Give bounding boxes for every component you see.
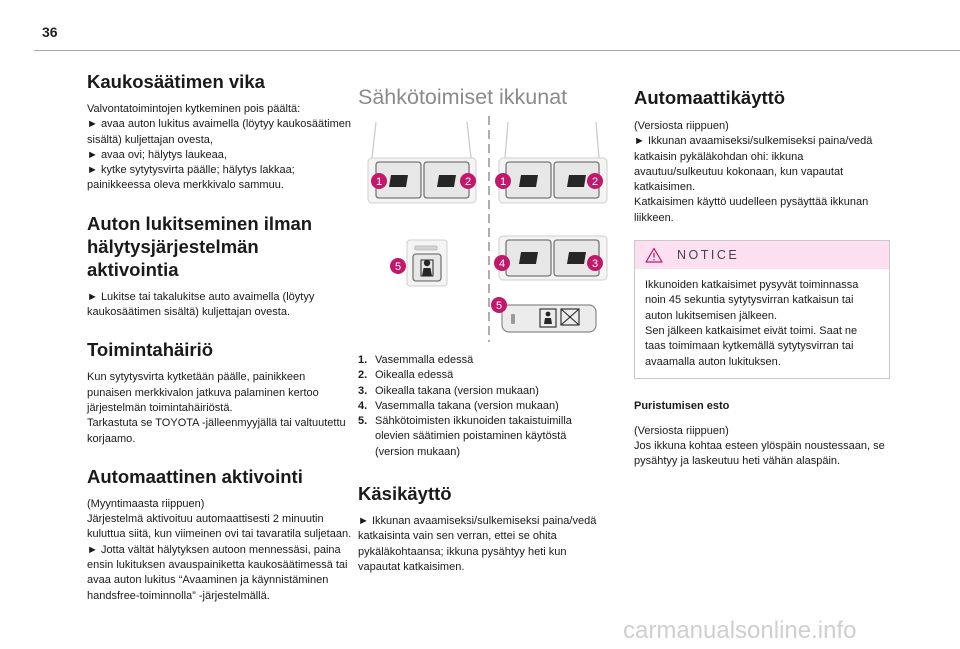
section-body-anti-pinch: (Versiosta riippuen) Jos ikkuna kohtaa esteen ylöspäin noustessaan, se pysähtyy ja laskeutuu heti vähän alaspäin. [634, 424, 885, 468]
window-icon [567, 175, 586, 187]
warning-icon [645, 247, 663, 263]
callout-marker-1 [371, 173, 387, 189]
header-divider [34, 50, 960, 51]
section-body-lock-without-alarm: ► Lukitse tai takalukitse auto avaimella (löytyy kaukosäätimen sisältä) kuljettajan ovesta. [87, 290, 315, 319]
section-body-malfunction: Kun sytytysvirta kytketään päälle, painikkeen punaisen merkkivalon jatkuva palaminen kertoo järjestelmän toimintahäiriöstä. Tarkastuta se TOYOTA -jälleenmyyjällä tai valtuutettu korjaamo. [87, 371, 346, 445]
window-switches-illustration [358, 112, 608, 344]
callout-marker-3 [587, 255, 603, 271]
switch-legend-list [358, 353, 608, 460]
window-icon [389, 175, 408, 187]
column-middle [358, 84, 608, 110]
switch-lockout-left [407, 240, 447, 286]
section-title-malfunction: Toimintahäiriö [87, 339, 214, 361]
section-body-remote-fault: Valvontatoimintojen kytkeminen pois päältä: ► avaa auton lukitus avaimella (löytyy kaukosäätimen sisältä) kuljettajan ovesta, ► avaa ovi; hälytys laukeaa, ► kytke sytytysvirta päälle; hälytys lakkaa; painikkeessa oleva merkkivalo sammuu. [87, 103, 352, 192]
section-title-manual: Käsikäyttö [358, 483, 452, 505]
list-item: 3. Oikealla takana (version mukaan) [358, 384, 539, 397]
column-left [87, 70, 352, 604]
callout-marker-2 [460, 173, 476, 189]
section-title-lock-without-alarm: Auton lukitseminen ilman hälytysjärjestelmän aktivointia [87, 212, 313, 280]
svg-text:2: 2 [591, 176, 599, 188]
child-lock-icon [546, 312, 551, 317]
section-title-power-windows: Sähkötoimiset ikkunat [358, 85, 568, 109]
section-title-automatic: Automaattikäyttö [634, 87, 786, 108]
section-body-automatic: (Versiosta riippuen) ► Ikkunan avaamiseksi/sulkemiseksi paina/vedä katkaisin pykäläkohdan ohi: ikkuna avautuu/sulkeutuu kokonaan, kun vapautat katkaisimen. Katkaisimen käyttö uudelleen pysäyttää ikkunan liikkeen. [634, 120, 873, 224]
watermark: carmanualsonline.info [623, 617, 857, 644]
notice-label: NOTICE [677, 248, 740, 263]
section-body-manual: ► Ikkunan avaamiseksi/sulkemiseksi paina/vedä katkaisinta vain sen verran, ettei se ohita pykäläkohtaansa; ikkuna pysähtyy heti kun vapautat katkaisimen. [358, 515, 597, 573]
list-item: 1. Vasemmalla edessä [358, 354, 474, 366]
list-item: 4. Vasemmalla takana (version mukaan) [358, 399, 559, 412]
switch-lockout-rear [502, 305, 596, 332]
window-icon [519, 175, 538, 187]
svg-text:2: 2 [464, 176, 472, 188]
section-title-auto-activation: Automaattinen aktivointi [87, 465, 303, 487]
callout-marker-2 [587, 173, 603, 189]
notice-text: Ikkunoiden katkaisimet pysyvät toiminnassa noin 45 sekuntia sytytysvirran katkaisun tai auton lukitsemisen jälkeen. Sen jälkeen katkaisimet eivät toimi. Saat ne taas toimimaan kytkemällä sytytysvirran tai avaamalla auton lukituksen. [645, 279, 859, 368]
svg-text:1: 1 [499, 176, 507, 188]
callout-marker-5 [491, 297, 507, 313]
window-icon [567, 252, 586, 264]
svg-text:5: 5 [394, 261, 402, 273]
page-number: 36 [42, 24, 58, 40]
notice-box [634, 240, 890, 379]
svg-text:1: 1 [375, 176, 383, 188]
svg-text:3: 3 [591, 258, 599, 270]
callout-marker-4 [494, 255, 510, 271]
list-item: 2. Oikealla edessä [358, 369, 454, 382]
list-item: 5. Sähkötoimisten ikkunoiden takaistuimilla olevien säätimien poistaminen käytöstä (version mukaan) [358, 415, 572, 458]
callout-marker-1 [495, 173, 511, 189]
window-icon [519, 252, 538, 264]
section-body-auto-activation: (Myyntimaasta riippuen) Järjestelmä aktivoituu automaattisesti 2 minuutin kuluttua siitä, kun viimeinen ovi tai tavaratila suljetaan. ► Jotta vältät hälytyksen autoon mennessäsi, paina ensin lukituksen avauspainiketta kaukosäätimessä tai avaa auton lukitus “Avaaminen ja käynnistäminen handsfree-toiminnolla” -järjestelmällä. [87, 497, 352, 602]
callout-marker-5 [390, 258, 406, 274]
section-title-anti-pinch: Puristumisen esto [634, 399, 730, 412]
window-icon [437, 175, 456, 187]
svg-text:4: 4 [498, 258, 506, 270]
section-title-remote-fault: Kaukosäätimen vika [87, 71, 265, 92]
svg-text:5: 5 [495, 300, 503, 312]
column-right [634, 86, 890, 470]
notice-header [635, 241, 889, 269]
column-middle-lower [358, 353, 608, 575]
